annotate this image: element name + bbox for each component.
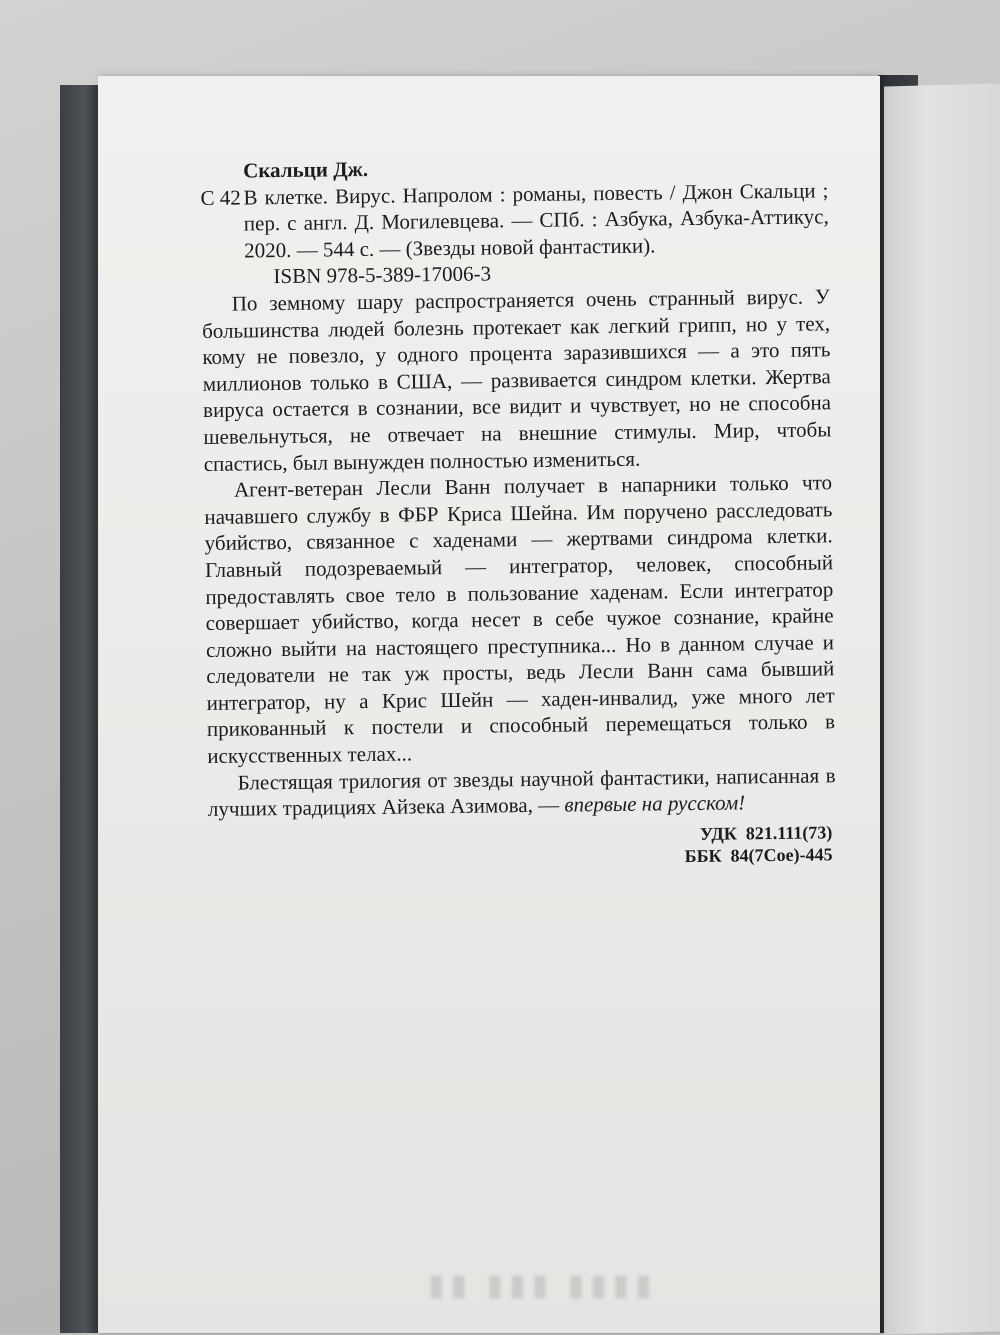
citation	[200, 177, 829, 264]
annotation-paragraph: По земному шару распространяется очень странный вирус. У большинства людей болезнь протекает как легкий грипп, но у тех, кому не повезло, у одного процента заразившихся — а это пять миллионов только в США, — развивается синдром клетки. Жертва вируса остается в сознании, все видит и чувствует, но не способна шевельнуться, не отвечает на внешние стимулы. Мир, чтобы спастись, был вынужден полностью измениться.	[201, 284, 832, 476]
book-cover-edge	[60, 85, 100, 1333]
annotation-paragraph: Агент-ветеран Лесли Ванн получает в напарники только что начавшего службу в ФБР Криса Шейна. Им поручено расследовать убийство, связанное с хаденами — жертвами синдрома клетки. Главный подозреваемый — интегратор, человек, способный предоставлять свое тело в пользование хаденам. Если интегратор совершает убийство, когда несет в себе чужое сознание, крайне сложно выйти на настоящего преступника... Но в данном случае и следователи не так уж просты, ведь Лесли Ванн сама бывший интегратор, ну а Крис Шейн — хаден-инвалид, уже много лет прикованный к постели и способный перемещаться только в искусственных телах...	[204, 470, 836, 769]
class-code: С 42	[200, 185, 241, 210]
tagline	[207, 762, 836, 823]
bibliographic-record	[200, 150, 837, 872]
author-name: Скальци Дж.	[243, 156, 369, 183]
tagline-text: Блестящая трилогия от звезды научной фантастики, написанная в лучших традициях Айзека Азимова, —	[207, 762, 836, 822]
bbk-code: ББК 84(7Сое)-445	[684, 844, 833, 866]
bleed-through-decoration: ▮▮ ▮▮▮ ▮▮▮▮	[428, 1269, 658, 1302]
isbn: ISBN 978-5-389-17006-3	[273, 261, 492, 289]
citation-text: В клетке. Вирус. Напролом : романы, повесть / Джон Скальци ; пер. с англ. Д. Могилевцева. — СПб. : Азбука, Азбука-Аттикус, 2020. — 544 с. — (Звезды новой фантастики).	[243, 177, 829, 263]
classification-codes	[208, 821, 836, 873]
tagline-emphasis: впервые на русском!	[564, 790, 746, 817]
udk-code: УДК 821.111(73)	[699, 822, 833, 844]
facing-page	[884, 83, 1000, 1334]
